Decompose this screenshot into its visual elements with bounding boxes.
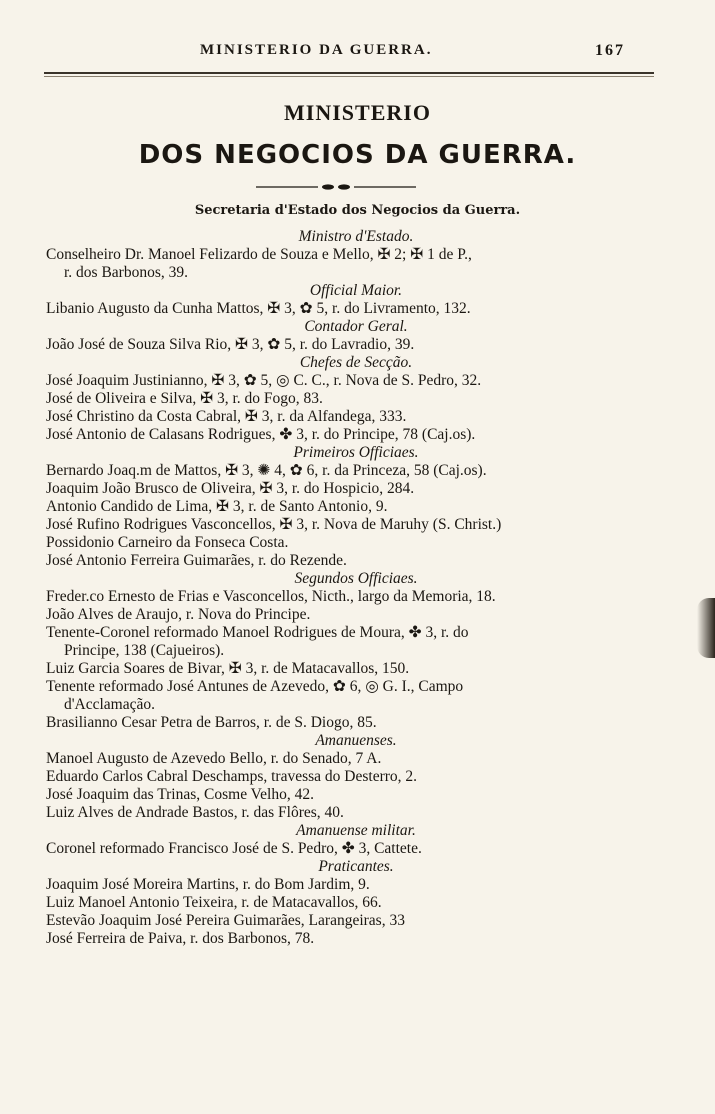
directory-entry: Tenente-Coronel reformado Manoel Rodrigues de Moura, ✤ 3, r. do	[46, 624, 469, 641]
directory-entry: Joaquim João Brusco de Oliveira, ✠ 3, r. do Hospicio, 284.	[46, 480, 415, 497]
page-edge-shadow	[697, 598, 715, 658]
directory-entry: José Joaquim Justinianno, ✠ 3, ✿ 5, ◎ C. C., r. Nova de S. Pedro, 32.	[46, 372, 482, 389]
subsection-heading: Ministro d'Estado.	[298, 228, 414, 245]
directory-entry: Libanio Augusto da Cunha Mattos, ✠ 3, ✿ 5, r. do Livramento, 132.	[46, 300, 471, 317]
subsection-heading: Contador Geral.	[304, 318, 408, 335]
directory-entry: Luiz Alves de Andrade Bastos, r. das Flôres, 40.	[46, 804, 344, 821]
directory-entry: José Joaquim das Trinas, Cosme Velho, 42.	[46, 786, 314, 803]
header-rule-thin	[44, 76, 654, 77]
subsection-heading: Praticantes.	[318, 858, 394, 875]
directory-entry: Joaquim José Moreira Martins, r. do Bom Jardim, 9.	[46, 876, 370, 893]
directory-entry: Bernardo Joaq.m de Mattos, ✠ 3, ✺ 4, ✿ 6, r. da Princeza, 58 (Caj.os).	[46, 462, 487, 479]
subsection-heading: Primeiros Officiaes.	[293, 444, 419, 461]
directory-entry: Conselheiro Dr. Manoel Felizardo de Souza e Mello, ✠ 2; ✠ 1 de P.,	[46, 246, 472, 263]
directory-entry: d'Acclamação.	[64, 696, 156, 713]
directory-entry: Antonio Candido de Lima, ✠ 3, r. de Santo Antonio, 9.	[46, 498, 388, 515]
directory-entry: João José de Souza Silva Rio, ✠ 3, ✿ 5, r. do Lavradio, 39.	[46, 336, 415, 353]
page-number: 167	[595, 42, 625, 59]
subsection-heading: Amanuense militar.	[296, 822, 416, 839]
directory-entry: Coronel reformado Francisco José de S. Pedro, ✤ 3, Cattete.	[46, 840, 422, 857]
chapter-title-line1: MINISTERIO	[284, 100, 431, 125]
subsection-heading: Segundos Officiaes.	[294, 570, 418, 587]
directory-entry: Possidonio Carneiro da Fonseca Costa.	[46, 534, 289, 551]
directory-entry: Luiz Manoel Antonio Teixeira, r. de Matacavallos, 66.	[46, 894, 382, 911]
directory-entry: Manoel Augusto de Azevedo Bello, r. do Senado, 7 A.	[46, 750, 382, 767]
running-header	[0, 42, 715, 64]
directory-entry: Estevão Joaquim José Pereira Guimarães, Larangeiras, 33	[46, 912, 405, 929]
directory-entry: José Antonio de Calasans Rodrigues, ✤ 3, r. do Principe, 78 (Caj.os).	[46, 426, 476, 443]
directory-entry: José de Oliveira e Silva, ✠ 3, r. do Fogo, 83.	[46, 390, 323, 407]
directory-entry: Luiz Garcia Soares de Bivar, ✠ 3, r. de Matacavallos, 150.	[46, 660, 410, 677]
directory-entry: Tenente reformado José Antunes de Azevedo, ✿ 6, ◎ G. I., Campo	[46, 678, 464, 695]
running-title: MINISTERIO DA GUERRA.	[200, 42, 433, 58]
header-rule	[44, 72, 654, 74]
directory-entry: Principe, 138 (Cajueiros).	[64, 642, 225, 659]
directory-entry: João Alves de Araujo, r. Nova do Principe.	[46, 606, 311, 623]
directory-listing	[46, 228, 666, 948]
directory-entry: José Rufino Rodrigues Vasconcellos, ✠ 3, r. Nova de Maruhy (S. Christ.)	[46, 516, 502, 533]
subsection-heading: Chefes de Secção.	[299, 354, 413, 371]
ornament-divider-icon	[256, 184, 416, 190]
chapter-title-line2: DOS NEGOCIOS DA GUERRA.	[138, 140, 577, 170]
directory-entry: r. dos Barbonos, 39.	[64, 264, 188, 281]
directory-entry: Brasilianno Cesar Petra de Barros, r. de S. Diogo, 85.	[46, 714, 377, 731]
directory-entry: José Ferreira de Paiva, r. dos Barbonos, 78.	[46, 930, 315, 947]
directory-entry: Eduardo Carlos Cabral Deschamps, travessa do Desterro, 2.	[46, 768, 418, 785]
directory-entry: Freder.co Ernesto de Frias e Vasconcellos, Nicth., largo da Memoria, 18.	[46, 588, 496, 605]
subsection-heading: Amanuenses.	[315, 732, 397, 749]
directory-entry: José Antonio Ferreira Guimarães, r. do Rezende.	[46, 552, 347, 569]
directory-entry: José Christino da Costa Cabral, ✠ 3, r. da Alfandega, 333.	[46, 408, 407, 425]
section-heading: Secretaria d'Estado dos Negocios da Guerra.	[194, 203, 521, 218]
subsection-heading: Official Maior.	[309, 282, 403, 299]
